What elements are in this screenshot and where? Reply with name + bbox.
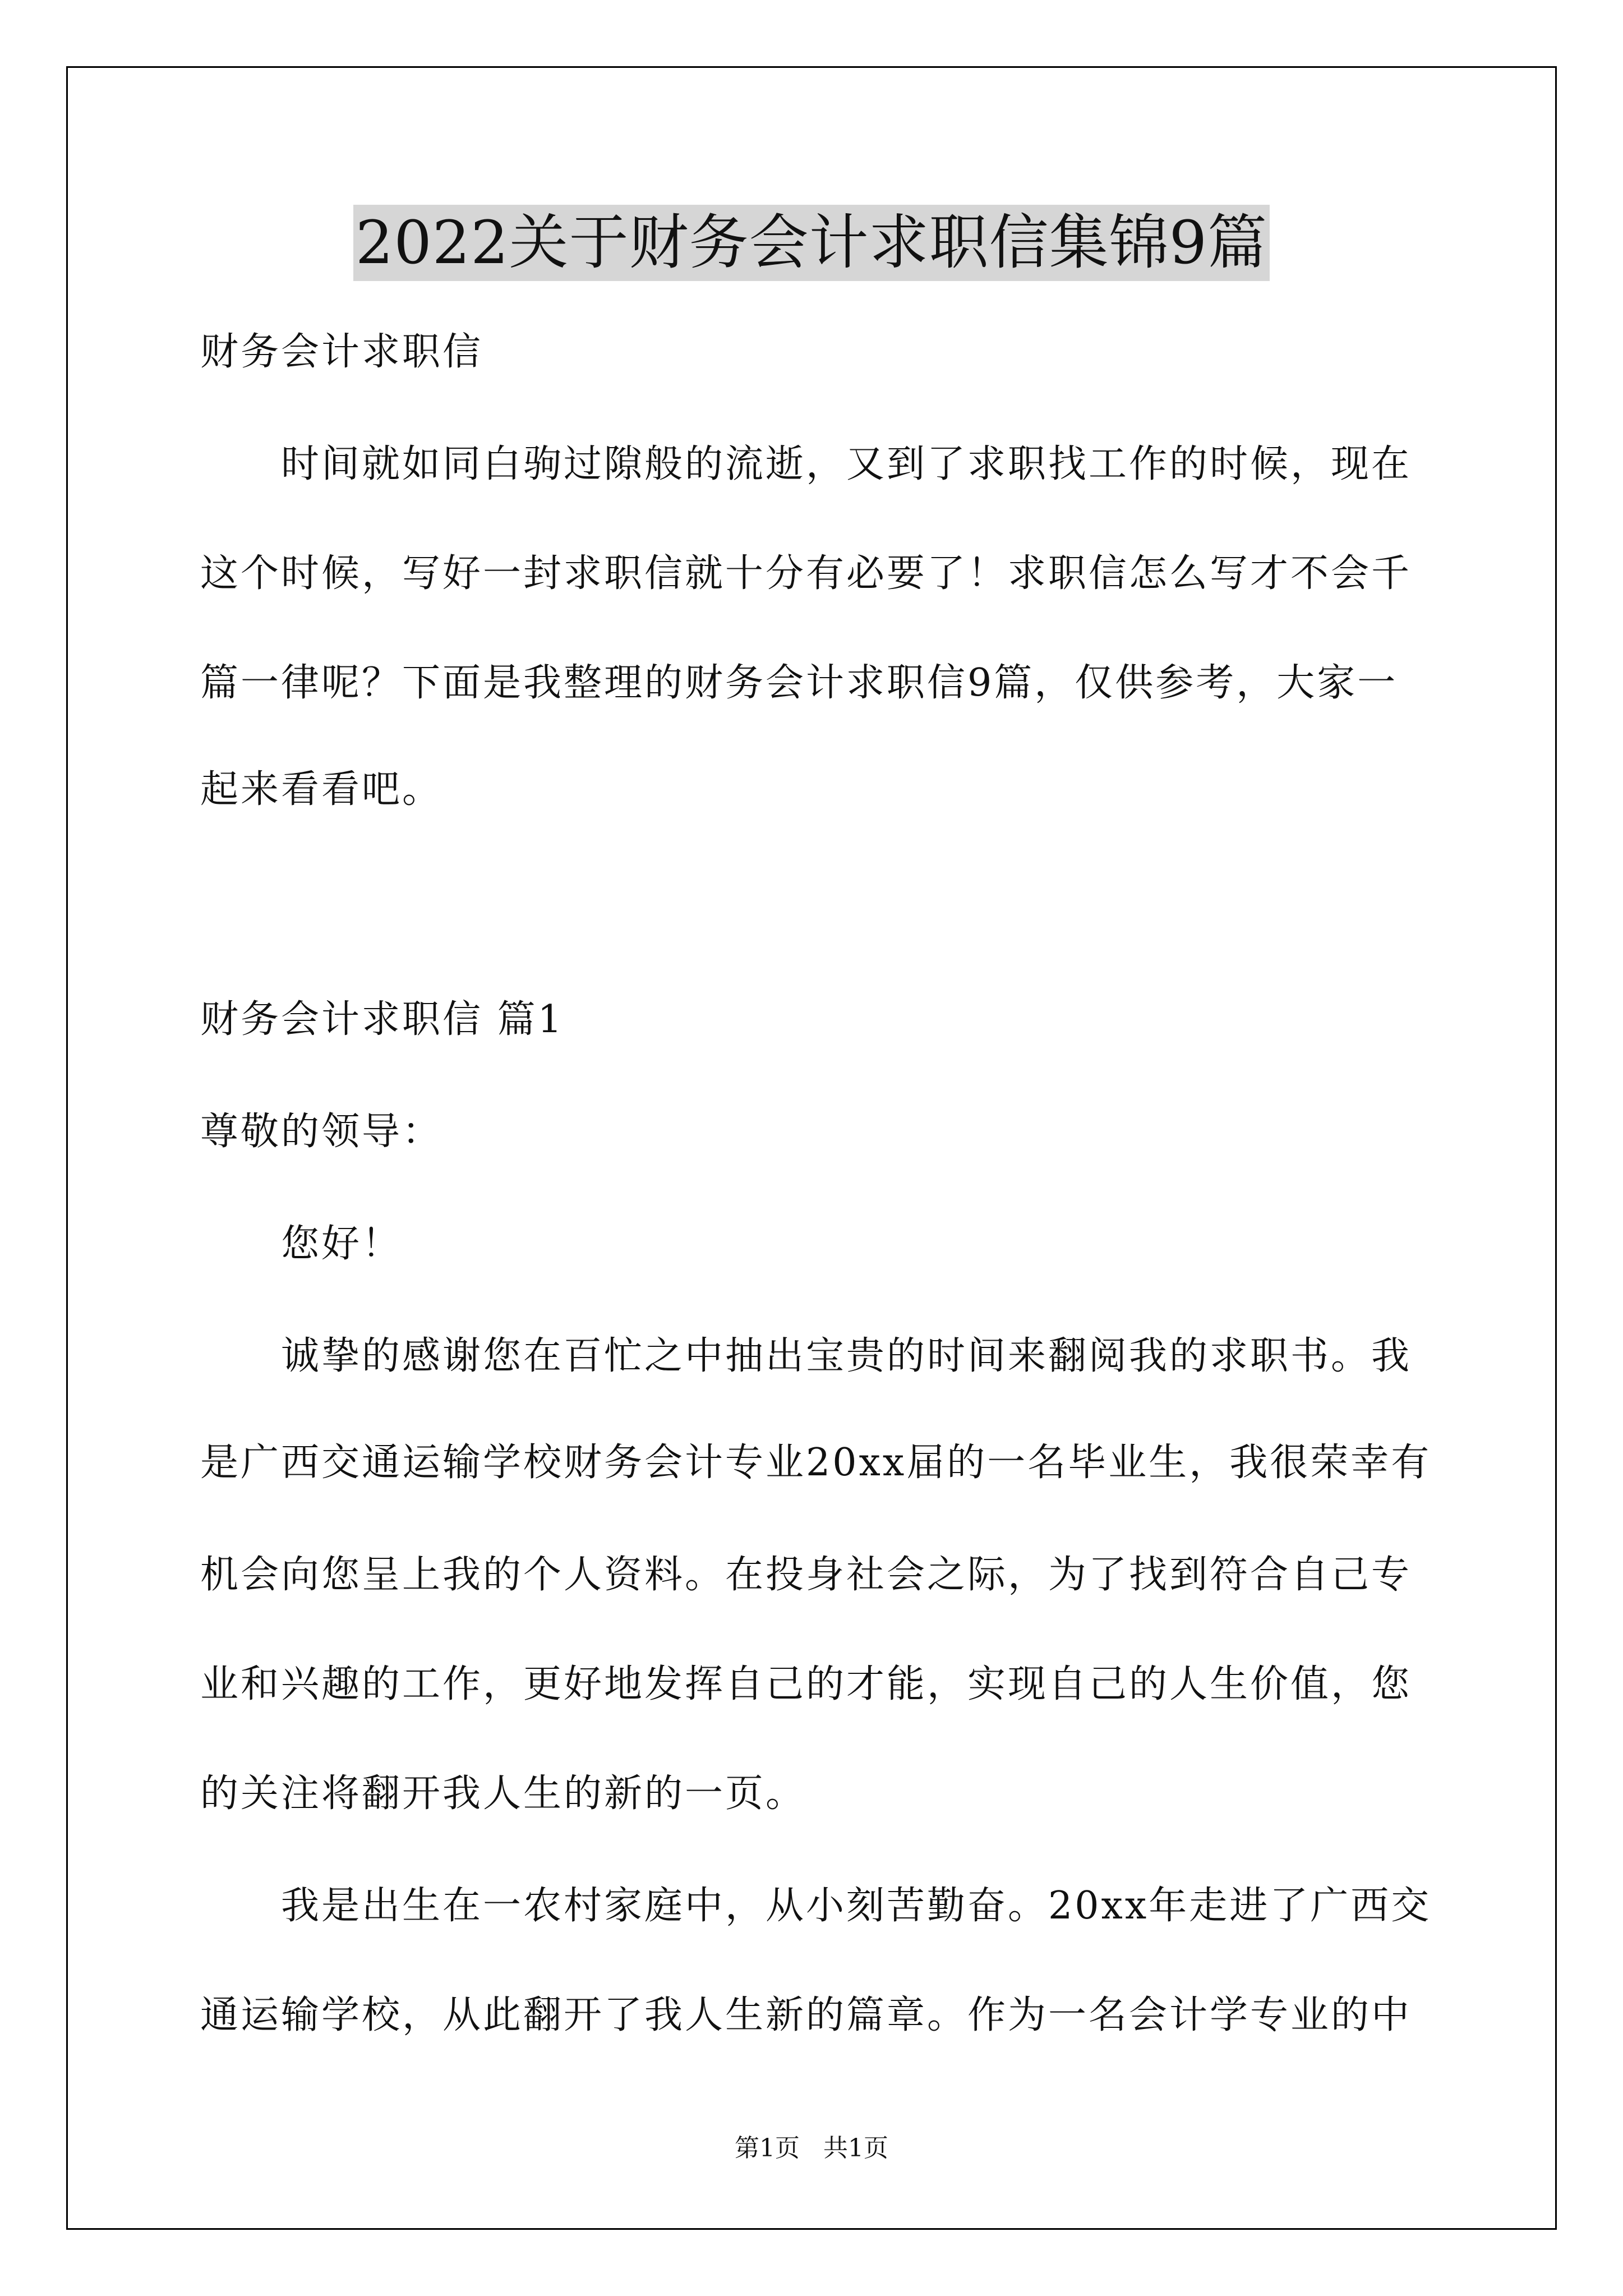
paragraph-line: 财务会计求职信 [200,330,483,374]
paragraph-line: 的关注将翻开我人生的新的一页。 [200,1772,806,1816]
paragraph-line: 机会向您呈上我的个人资料。在投身社会之际，为了找到符合自己专 [200,1553,1412,1597]
paragraph-line: 通运输学校，从此翻开了我人生新的篇章。作为一名会计学专业的中 [200,1993,1412,2037]
paragraph-line: 尊敬的领导： [200,1110,443,1154]
paragraph-line: 这个时候，写好一封求职信就十分有必要了！求职信怎么写才不会千 [200,551,1412,596]
paragraph-line: 您好！ [281,1222,403,1266]
paragraph-line: 诚挚的感谢您在百忙之中抽出宝贵的时间来翻阅我的求职书。我 [281,1334,1412,1378]
paragraph-line: 财务会计求职信 篇1 [200,997,564,1042]
paragraph-line: 是广西交通运输学校财务会计专业20xx届的一名毕业生，我很荣幸有 [200,1441,1432,1485]
paragraph-line: 篇一律呢？下面是我整理的财务会计求职信9篇，仅供参考，大家一 [200,661,1398,705]
paragraph-line: 业和兴趣的工作，更好地发挥自己的才能，实现自己的人生价值，您 [200,1662,1412,1706]
title-container [0,205,1623,281]
paragraph-line: 时间就如同白驹过隙般的流逝，又到了求职找工作的时候，现在 [281,442,1412,486]
page-footer: 第1页 共1页 [735,2134,888,2162]
document-title: 2022关于财务会计求职信集锦9篇 [353,205,1270,281]
paragraph-line: 我是出生在一农村家庭中，从小刻苦勤奋。20xx年走进了广西交 [281,1884,1432,1928]
paragraph-line: 起来看看吧。 [200,767,443,812]
